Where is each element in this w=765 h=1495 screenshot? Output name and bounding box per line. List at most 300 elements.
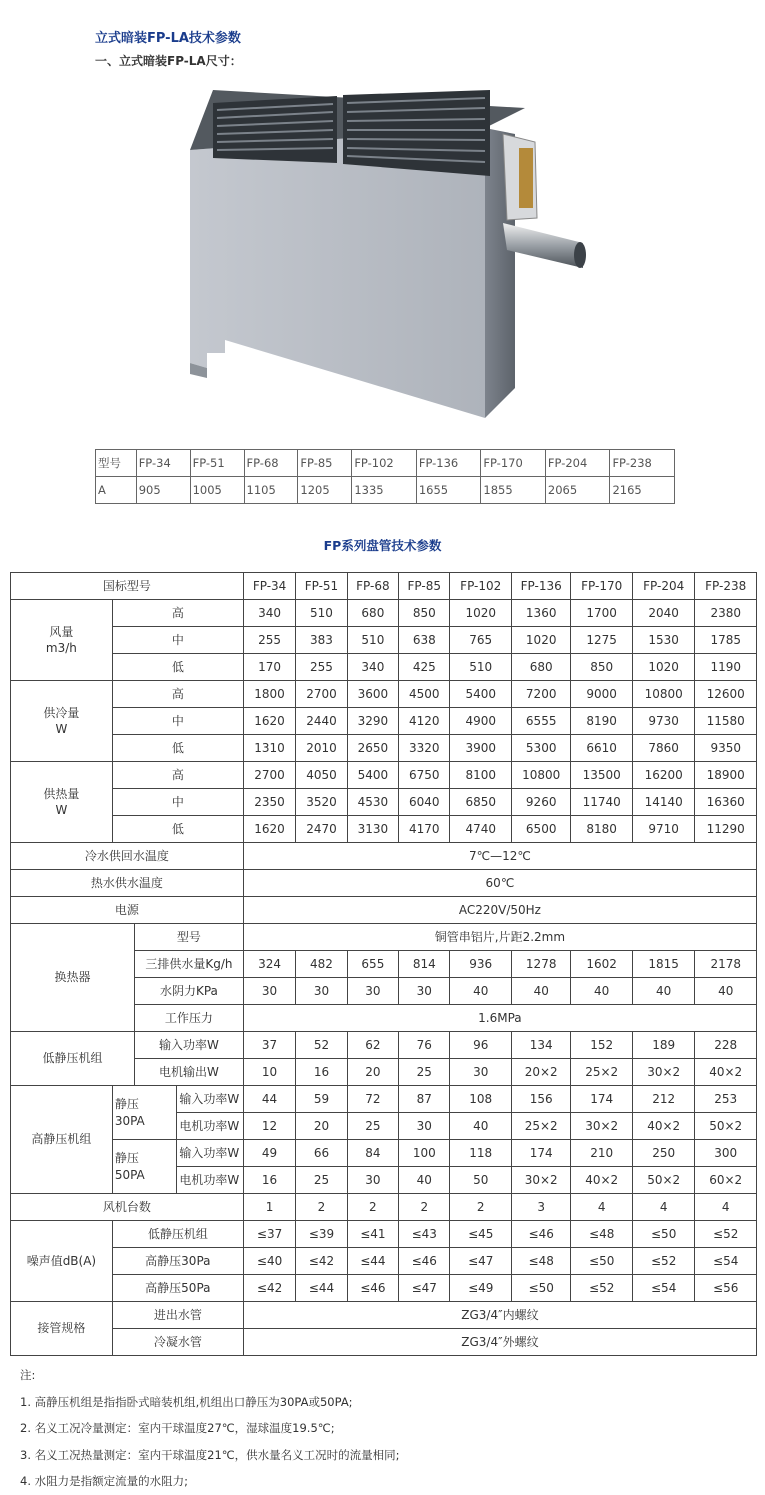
cell-text: 电机功率W <box>179 1172 240 1187</box>
spec-table <box>10 572 757 1356</box>
table-cell <box>450 1275 511 1302</box>
table-row <box>11 789 757 816</box>
cell-text: 4 <box>721 1199 730 1214</box>
table-row <box>11 1248 757 1275</box>
table-cell <box>296 573 347 600</box>
cell-text: ≤41 <box>360 1226 386 1241</box>
cell-text: 59 <box>313 1091 330 1106</box>
cell-text: 供热量 <box>43 786 80 801</box>
table-row <box>11 654 757 681</box>
table-row <box>11 843 757 870</box>
cell-text: 84 <box>365 1145 381 1160</box>
row-label <box>112 789 243 816</box>
cell-text: 814 <box>412 956 436 971</box>
table-cell <box>632 951 695 978</box>
cell-text: FP-102 <box>460 578 502 593</box>
cell-text: 9730 <box>648 713 679 728</box>
table-cell <box>511 627 570 654</box>
cell-text: 9350 <box>710 740 741 755</box>
table-cell: 型号 <box>96 450 137 477</box>
table-cell <box>296 1221 347 1248</box>
cell-text: ≤52 <box>713 1226 739 1241</box>
cell-text: 1360 <box>525 605 557 620</box>
table-cell <box>571 951 632 978</box>
table-cell <box>243 1140 295 1167</box>
table-cell <box>511 708 570 735</box>
table-cell <box>296 1032 347 1059</box>
cell-text: 510 <box>310 605 333 620</box>
table-cell <box>243 897 756 924</box>
table-cell <box>243 1086 295 1113</box>
table-cell <box>450 573 511 600</box>
row-group-label <box>112 1140 177 1194</box>
cell-text: 253 <box>714 1091 738 1106</box>
cell-text: ZG3/4″内螺纹 <box>461 1307 539 1322</box>
table-cell <box>243 1005 756 1032</box>
table-cell <box>243 1113 295 1140</box>
cell-text: 7860 <box>648 740 679 755</box>
cell-text: 25×2 <box>585 1064 619 1079</box>
dimension-table <box>95 449 675 504</box>
table-cell <box>571 1113 632 1140</box>
row-group-label <box>112 1086 177 1140</box>
table-cell <box>296 735 347 762</box>
cell-text: 冷凝水管 <box>153 1334 202 1349</box>
table-cell: 2165 <box>610 477 675 504</box>
table-row <box>11 870 757 897</box>
cell-text: 680 <box>529 659 553 674</box>
row-label <box>177 1113 244 1140</box>
cell-text: 10800 <box>644 686 683 701</box>
row-label <box>134 1005 243 1032</box>
page-title: 立式暗装FP-LA技术参数 <box>95 31 241 46</box>
cell-text: ≤54 <box>651 1280 677 1295</box>
table-cell <box>511 1140 570 1167</box>
table-cell <box>450 1221 511 1248</box>
row-label <box>11 870 244 897</box>
cell-text: 9260 <box>525 794 557 809</box>
cell-text: ≤50 <box>528 1280 554 1295</box>
cell-text: 型号 <box>176 929 201 944</box>
cell-text: 37 <box>261 1037 278 1052</box>
row-group-label <box>11 1302 113 1356</box>
cell-text: 52 <box>313 1037 330 1052</box>
row-group-label <box>11 762 113 843</box>
table-cell <box>243 951 295 978</box>
table-cell <box>450 978 511 1005</box>
cell-text: 40 <box>473 983 489 998</box>
cell-text: 20×2 <box>524 1064 558 1079</box>
table-cell: 1005 <box>190 477 244 504</box>
table-cell <box>632 1194 695 1221</box>
cell-text: 40 <box>473 1118 489 1133</box>
cell-text: 170 <box>258 659 282 674</box>
cell-text: 765 <box>469 632 493 647</box>
table-cell <box>347 627 398 654</box>
table-cell <box>296 978 347 1005</box>
table-cell <box>296 1113 347 1140</box>
cell-text: 30 <box>313 983 330 998</box>
cell-text: 255 <box>258 632 282 647</box>
table-cell <box>632 708 695 735</box>
table-cell <box>399 681 450 708</box>
table-cell <box>243 762 295 789</box>
cell-text: 30 <box>365 983 381 998</box>
table-cell <box>243 1275 295 1302</box>
table-cell <box>511 573 570 600</box>
table-cell <box>632 1113 695 1140</box>
table-cell <box>632 1086 695 1113</box>
cell-text: 低 <box>171 740 184 755</box>
table-cell <box>347 708 398 735</box>
table-cell <box>399 1059 450 1086</box>
table-cell <box>399 627 450 654</box>
cell-text: 4170 <box>409 821 440 836</box>
cell-text: 40 <box>594 983 610 998</box>
table-row <box>11 1221 757 1248</box>
cell-text: 供冷量 <box>43 705 80 720</box>
cell-text: 6850 <box>465 794 496 809</box>
cell-text: 25 <box>365 1118 381 1133</box>
table-cell <box>511 1221 570 1248</box>
table-cell <box>450 1248 511 1275</box>
cell-text: ≤52 <box>589 1280 615 1295</box>
cell-text: 1.6MPa <box>478 1010 522 1025</box>
cell-text: 进出水管 <box>153 1307 202 1322</box>
cell-text: 174 <box>529 1145 553 1160</box>
cell-text: 1530 <box>648 632 679 647</box>
table-cell <box>347 1113 398 1140</box>
cell-text: 8100 <box>465 767 496 782</box>
cell-text: 50PA <box>114 1167 145 1182</box>
table-row <box>11 681 757 708</box>
table-row <box>96 477 675 504</box>
cell-text: 2700 <box>254 767 285 782</box>
row-label <box>112 708 243 735</box>
cell-text: ≤46 <box>360 1280 386 1295</box>
row-label <box>134 951 243 978</box>
table-cell <box>511 1113 570 1140</box>
table-cell <box>632 1248 695 1275</box>
table-cell <box>511 1059 570 1086</box>
cell-text: 8180 <box>586 821 617 836</box>
table-row <box>11 600 757 627</box>
table-cell <box>632 1275 695 1302</box>
table-cell: FP-136 <box>416 450 481 477</box>
cell-text: 1 <box>265 1199 274 1214</box>
table-cell <box>695 708 757 735</box>
cell-text: ≤42 <box>256 1280 283 1295</box>
cell-text: 1020 <box>648 659 679 674</box>
table-row <box>11 708 757 735</box>
table-cell: A <box>96 477 137 504</box>
table-cell <box>511 1275 570 1302</box>
cell-text: 1620 <box>254 821 285 836</box>
cell-text: 电机功率W <box>179 1118 240 1133</box>
cell-text: 25×2 <box>524 1118 558 1133</box>
table-cell <box>450 735 511 762</box>
table-cell: FP-51 <box>190 450 244 477</box>
table-row <box>11 573 757 600</box>
table-cell <box>296 627 347 654</box>
cell-text: 25 <box>313 1172 330 1187</box>
cell-text: AC220V/50Hz <box>458 902 541 917</box>
cell-text: 2700 <box>306 686 337 701</box>
table-cell <box>695 1167 757 1194</box>
table-cell <box>571 1221 632 1248</box>
note-item: 1. 高静压机组是指指卧式暗装机组,机组出口静压为30PA或50PA; <box>20 1394 353 1409</box>
table-row <box>11 1329 757 1356</box>
cell-text: 11740 <box>582 794 621 809</box>
cell-text: FP-204 <box>643 578 685 593</box>
table-cell <box>399 762 450 789</box>
table-cell <box>347 762 398 789</box>
cell-text: 12600 <box>706 686 745 701</box>
table-cell <box>243 573 295 600</box>
table-cell <box>243 1248 295 1275</box>
cell-text: 接管规格 <box>37 1321 86 1336</box>
cell-text: 50×2 <box>647 1172 681 1187</box>
cell-text: ≤43 <box>411 1226 437 1241</box>
table-cell <box>511 600 570 627</box>
table-cell <box>347 735 398 762</box>
table-cell: 1205 <box>298 477 352 504</box>
table-cell <box>632 573 695 600</box>
cell-text: 低静压机组 <box>147 1226 208 1241</box>
cell-text: ≤40 <box>256 1253 283 1268</box>
cell-text: 输入功率W <box>179 1145 240 1160</box>
cell-text: 高 <box>171 767 184 782</box>
cell-text: 10 <box>261 1064 278 1079</box>
cell-text: 3900 <box>465 740 496 755</box>
table-cell <box>243 1032 295 1059</box>
cell-text: 255 <box>310 659 333 674</box>
table-cell <box>347 1032 398 1059</box>
cell-text: 340 <box>361 659 385 674</box>
cell-text: 7℃—12℃ <box>469 848 531 863</box>
cell-text: m3/h <box>45 641 77 655</box>
cell-text: ≤39 <box>308 1226 335 1241</box>
row-label <box>177 1140 244 1167</box>
table-cell: 1335 <box>352 477 417 504</box>
note-item: 2. 名义工况冷量测定：室内干球温度27℃，湿球温度19.5℃; <box>20 1421 335 1435</box>
cell-text: 60×2 <box>709 1172 743 1187</box>
cell-text: 3600 <box>357 686 389 701</box>
cell-text: 20 <box>365 1064 381 1079</box>
cell-text: 250 <box>652 1145 676 1160</box>
cell-text: 4120 <box>409 713 440 728</box>
table-cell <box>632 816 695 843</box>
table-cell <box>296 708 347 735</box>
cell-text: 25 <box>416 1064 432 1079</box>
cell-text: 1275 <box>586 632 617 647</box>
table-cell <box>571 1167 632 1194</box>
cell-text: FP-170 <box>581 578 623 593</box>
table-cell <box>695 1194 757 1221</box>
table-cell <box>399 1086 450 1113</box>
cell-text: 638 <box>412 632 436 647</box>
table-cell: 1855 <box>481 477 546 504</box>
cell-text: 7200 <box>525 686 557 701</box>
cell-text: 118 <box>469 1145 493 1160</box>
table-cell <box>632 978 695 1005</box>
table-cell <box>296 654 347 681</box>
cell-text: 输入功率W <box>158 1037 219 1052</box>
table-cell <box>632 1059 695 1086</box>
cell-text: 2380 <box>710 605 741 620</box>
table-cell <box>296 762 347 789</box>
table-cell <box>296 1167 347 1194</box>
cell-text: 1620 <box>254 713 285 728</box>
cell-text: 14140 <box>644 794 683 809</box>
cell-text: 2440 <box>306 713 337 728</box>
cell-text: 高静压30Pa <box>145 1253 211 1268</box>
table-cell <box>399 1140 450 1167</box>
cell-text: 2040 <box>648 605 679 620</box>
table-cell <box>450 762 511 789</box>
row-label <box>112 1221 243 1248</box>
table-cell <box>511 789 570 816</box>
table-cell <box>347 600 398 627</box>
cell-text: 6610 <box>586 740 617 755</box>
cell-text: 16360 <box>706 794 745 809</box>
table-cell <box>296 816 347 843</box>
table-cell <box>450 1167 511 1194</box>
cell-text: 1020 <box>465 605 496 620</box>
cell-text: 655 <box>361 956 385 971</box>
cell-text: 1190 <box>710 659 741 674</box>
cell-text: 中 <box>171 713 184 728</box>
table-cell <box>511 1248 570 1275</box>
table-cell <box>243 654 295 681</box>
cell-text: 425 <box>412 659 436 674</box>
cell-text: 电源 <box>114 902 139 917</box>
table-cell <box>347 654 398 681</box>
cell-text: 4740 <box>465 821 496 836</box>
table-row <box>11 1032 757 1059</box>
cell-text: 6040 <box>409 794 440 809</box>
table-cell: 905 <box>136 477 190 504</box>
table-cell <box>632 600 695 627</box>
table-cell <box>511 654 570 681</box>
table-cell <box>399 1275 450 1302</box>
cell-text: 高 <box>171 605 184 620</box>
cell-text: 2 <box>317 1199 326 1214</box>
table-row <box>11 816 757 843</box>
cell-text: 9000 <box>586 686 617 701</box>
table-cell <box>450 1059 511 1086</box>
cell-text: 13500 <box>582 767 621 782</box>
table-cell <box>571 1275 632 1302</box>
cell-text: 40×2 <box>585 1172 619 1187</box>
cell-text: 中 <box>171 794 184 809</box>
cell-text: 6750 <box>409 767 440 782</box>
cell-text: 11290 <box>706 821 745 836</box>
cell-text: 4500 <box>409 686 440 701</box>
cell-text: 3130 <box>357 821 389 836</box>
cell-text: ≤48 <box>528 1253 554 1268</box>
row-label <box>112 1329 243 1356</box>
cell-text: 1020 <box>525 632 557 647</box>
table-cell <box>511 816 570 843</box>
table-cell <box>347 1248 398 1275</box>
cell-text: ≤44 <box>308 1280 335 1295</box>
table-cell <box>399 708 450 735</box>
table-cell <box>450 1032 511 1059</box>
table-cell <box>450 1140 511 1167</box>
table-cell <box>347 681 398 708</box>
table-cell <box>450 708 511 735</box>
cell-text: 1815 <box>648 956 679 971</box>
table-cell <box>695 1221 757 1248</box>
cell-text: 62 <box>365 1037 381 1052</box>
cell-text: 156 <box>529 1091 553 1106</box>
cell-text: 30PA <box>114 1113 145 1128</box>
table-cell <box>243 978 295 1005</box>
cell-text: 30 <box>416 1118 432 1133</box>
table-cell <box>243 1221 295 1248</box>
cell-text: 5400 <box>357 767 389 782</box>
row-group-label <box>11 1086 113 1194</box>
table-cell <box>695 1086 757 1113</box>
cell-text: 30 <box>261 983 278 998</box>
cell-text: 30 <box>365 1172 381 1187</box>
cell-text: ≤46 <box>411 1253 437 1268</box>
cell-text: ≤49 <box>468 1280 494 1295</box>
table-cell <box>347 951 398 978</box>
table-cell <box>632 1221 695 1248</box>
table-cell <box>243 681 295 708</box>
cell-text: 30 <box>473 1064 489 1079</box>
table-cell <box>347 1167 398 1194</box>
cell-text: ≤48 <box>589 1226 615 1241</box>
cell-text: 噪声值dB(A) <box>26 1253 97 1268</box>
cell-text: 72 <box>365 1091 381 1106</box>
cell-text: ≤56 <box>713 1280 739 1295</box>
table-cell <box>571 1194 632 1221</box>
table-cell <box>695 1275 757 1302</box>
cell-text: 6555 <box>525 713 557 728</box>
table-row <box>11 735 757 762</box>
cell-text: FP-68 <box>356 578 390 593</box>
table-cell <box>347 1221 398 1248</box>
cell-text: 5400 <box>465 686 496 701</box>
table-cell <box>695 735 757 762</box>
table-cell <box>296 1275 347 1302</box>
cell-text: 16200 <box>644 767 683 782</box>
cell-text: 11580 <box>706 713 745 728</box>
cell-text: 210 <box>590 1145 614 1160</box>
cell-text: 1310 <box>254 740 285 755</box>
cell-text: 40 <box>718 983 734 998</box>
page-subtitle: 一、立式暗装FP-LA尺寸： <box>95 54 242 68</box>
table-cell <box>511 735 570 762</box>
table-cell <box>450 600 511 627</box>
table-cell <box>347 1140 398 1167</box>
table-row <box>11 1302 757 1329</box>
table-cell <box>571 627 632 654</box>
table-cell <box>347 978 398 1005</box>
table-cell <box>243 924 756 951</box>
table-cell <box>695 951 757 978</box>
cell-text: 40 <box>416 1172 432 1187</box>
cell-text: 108 <box>469 1091 493 1106</box>
table-cell: FP-102 <box>352 450 417 477</box>
cell-text: 3 <box>537 1199 546 1214</box>
row-label <box>177 1086 244 1113</box>
note-item: 4. 水阻力是指额定流量的水阻力; <box>20 1474 189 1488</box>
cell-text: ≤50 <box>589 1253 615 1268</box>
